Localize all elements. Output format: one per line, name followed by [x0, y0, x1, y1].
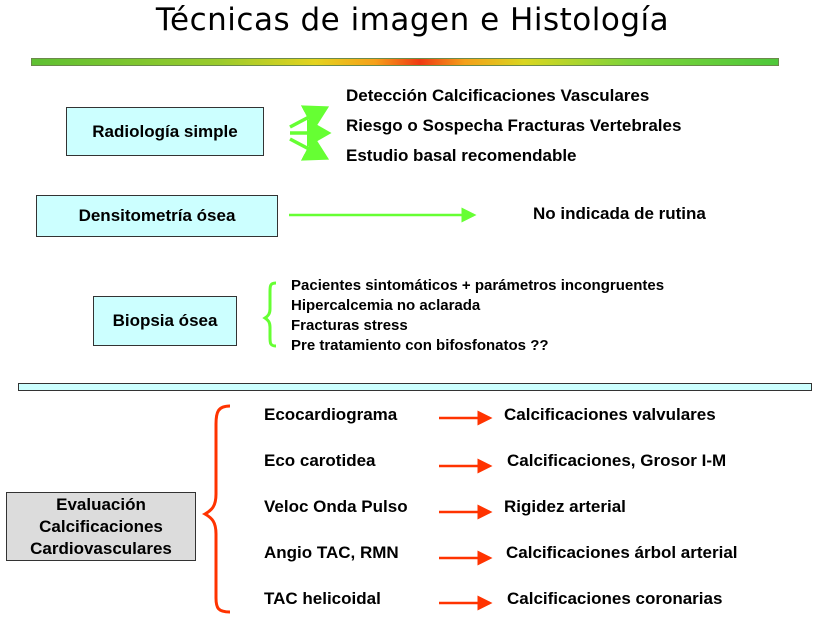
evaluacion-test-4: Angio TAC, RMN: [264, 543, 399, 562]
radiologia-item-3: Estudio basal recomendable: [346, 146, 577, 165]
biopsia-item-3: Fracturas stress: [291, 317, 408, 334]
evaluacion-result-3: Rigidez arterial: [504, 497, 626, 516]
evaluacion-test-2: Eco carotidea: [264, 451, 376, 470]
biopsia-item-2: Hipercalcemia no aclarada: [291, 297, 481, 314]
densitometria-result: No indicada de rutina: [533, 204, 706, 223]
evaluacion-label-line-2: Calcificaciones: [39, 516, 163, 536]
evaluacion-label-line-1: Evaluación: [56, 494, 146, 514]
radiologia-item-1: Detección Calcificaciones Vasculares: [346, 86, 650, 105]
radiologia-arrows: [290, 108, 328, 158]
biopsia-brace: [265, 283, 276, 346]
densitometria-label: Densitometría ósea: [78, 206, 236, 225]
evaluacion-test-3: Veloc Onda Pulso: [264, 497, 408, 516]
radiologia-item-2: Riesgo o Sospecha Fracturas Vertebrales: [346, 116, 682, 135]
evaluacion-test-5: TAC helicoidal: [264, 589, 381, 608]
evaluacion-arrows: [439, 418, 490, 603]
evaluacion-brace: [205, 406, 230, 612]
evaluacion-result-5: Calcificaciones coronarias: [507, 589, 723, 608]
evaluacion-result-4: Calcificaciones árbol arterial: [506, 543, 738, 562]
evaluacion-test-1: Ecocardiograma: [264, 405, 398, 424]
page-title: Técnicas de imagen e Histología: [155, 2, 670, 38]
green-arrow-up: [290, 108, 326, 127]
evaluacion-result-2: Calcificaciones, Grosor I-M: [507, 451, 727, 470]
biopsia-item-1: Pacientes sintomáticos + parámetros incongruentes: [291, 277, 665, 294]
radiologia-label: Radiología simple: [92, 121, 238, 141]
evaluacion-result-1: Calcificaciones valvulares: [504, 405, 716, 424]
biopsia-item-4: Pre tratamiento con bifosfonatos ??: [291, 337, 549, 354]
biopsia-label: Biopsia ósea: [112, 311, 218, 330]
green-arrow-down: [290, 139, 326, 158]
evaluacion-label-line-3: Cardiovasculares: [30, 538, 172, 558]
